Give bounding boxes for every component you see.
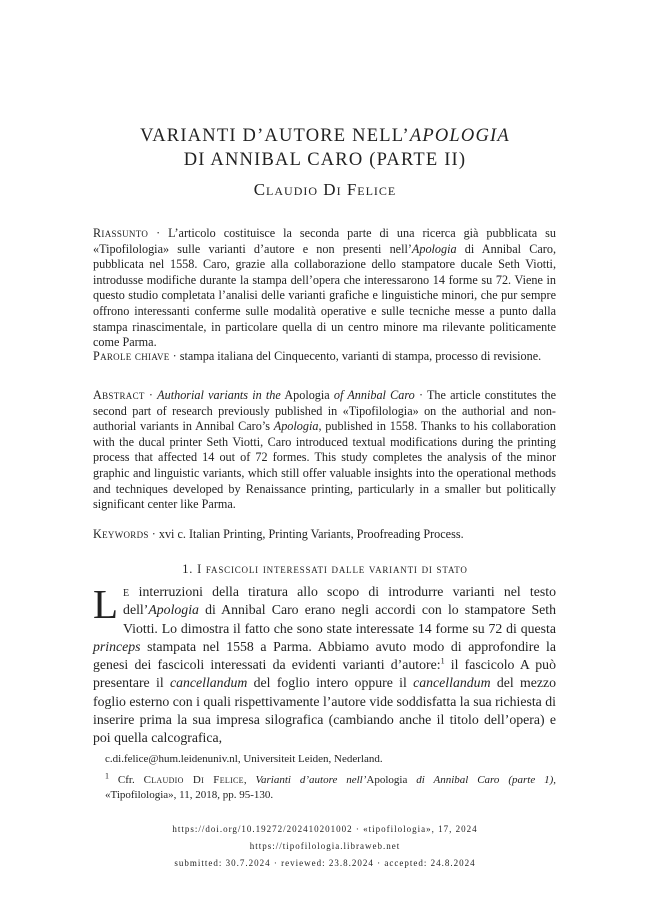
title-line-1: VARIANTI D’AUTORE NELL’APOLOGIA: [140, 126, 510, 146]
doi-link[interactable]: https://doi.org/10.19272/202410201002 · «tipofilologia», 17, 2024: [172, 824, 478, 834]
doi-info: [0, 821, 650, 872]
author-name: Claudio Di Felice: [253, 180, 397, 199]
footnote-1: $^1$ Cfr. Claudio Di Felice, Varianti d’autore nell’Apologia di Annibal Caro (parte 1), «Tipofilologia», 11, 2018, pp. 95-130.: [105, 771, 557, 801]
abstract-label: Riassunto: [93, 226, 149, 240]
abstract-en-label: Abstract: [93, 388, 145, 402]
title-line-2: DI ANNIBAL CARO (PARTE II): [183, 150, 467, 170]
footnote-ref[interactable]: 1: [440, 656, 445, 666]
abstract-italian: Riassunto · L’articolo costituisce la seconda parte di una ricerca già pubblicata su «Tipofilologia» sulle varianti d’autore e non presenti nell’Apologia di Annibal Caro, pubblicata nel 1558. Caro, grazie alla collaborazione dello stampatore ducale Seth Viotti, introdusse modifiche durante la stampa dell’opera che interessarono 14 forme su 72. Viene in questo studio completata l’analisi delle varianti grafiche e linguistiche minori, che pur sempre offrono interessanti conferme sulle modalità operative e sulle tecniche messe a punto dalla stampa rinascimentale, in particolare quella di un centro minore ma rilevante politicamente come Parma.: [93, 226, 556, 350]
keywords-label: Parole chiave: [93, 349, 170, 363]
abstract-english: Abstract · Authorial variants in the Apologia of Annibal Caro · The article constitutes the second part of research previously published in «Tipofilologia» on the authorial and non-authorial variants in Annibal Caro’s Apologia, published in 1558. Thanks to his collaboration with the ducal printer Seth Viotti, Caro introduced textual modifications during the printing process that affected 14 out of 72 formes. This study completes the analysis of the minor graphic and linguistic variants, which still offer valuable insights into the operational methods and techniques developed by Renaissance printing, particularly in a smaller but politically significant center like Parma.: [93, 388, 556, 512]
keywords-italian: Parole chiave · stampa italiana del Cinquecento, varianti di stampa, processo di revisione.: [93, 349, 542, 363]
section-heading: 1. I fascicoli interessati dalle varianti di stato: [182, 562, 468, 576]
submission-dates: submitted: 30.7.2024 · reviewed: 23.8.2024 · accepted: 24.8.2024: [174, 858, 476, 868]
keywords-en-label: Keywords: [93, 527, 149, 541]
article-title: [0, 124, 650, 172]
body-paragraph: Le interruzioni della tiratura allo scopo di introdurre varianti nel testo dell’Apologia di Annibal Caro erano negli accordi con lo stampatore Seth Viotti. Lo dimostra il fatto che sono state interessate 14 forme su 72 di questa princeps stampata nel 1558 a Parma. Abbiamo avuto modo di approfondire la genesi dei fascicoli interessati da evidenti varianti d’autore:$^1$ il fascicolo A può presentare il cancellandum del foglio intero oppure il cancellandum del mezzo foglio esterno con i quali rispettivamente l’autore vide soddisfatta la sua richiesta di inserire prima la sua impresa silografica (cambiando anche il titolo dell’opera) e poi quella calcografica,: [93, 581, 557, 746]
footnotes: [93, 752, 556, 803]
drop-cap: L: [93, 581, 119, 627]
author-email-note: c.di.felice@hum.leidenuniv.nl, Universiteit Leiden, Nederland.: [105, 753, 383, 765]
keywords-english: Keywords · xvi c. Italian Printing, Printing Variants, Proofreading Process.: [93, 527, 464, 541]
journal-url[interactable]: https://tipofilologia.libraweb.net: [249, 841, 401, 851]
